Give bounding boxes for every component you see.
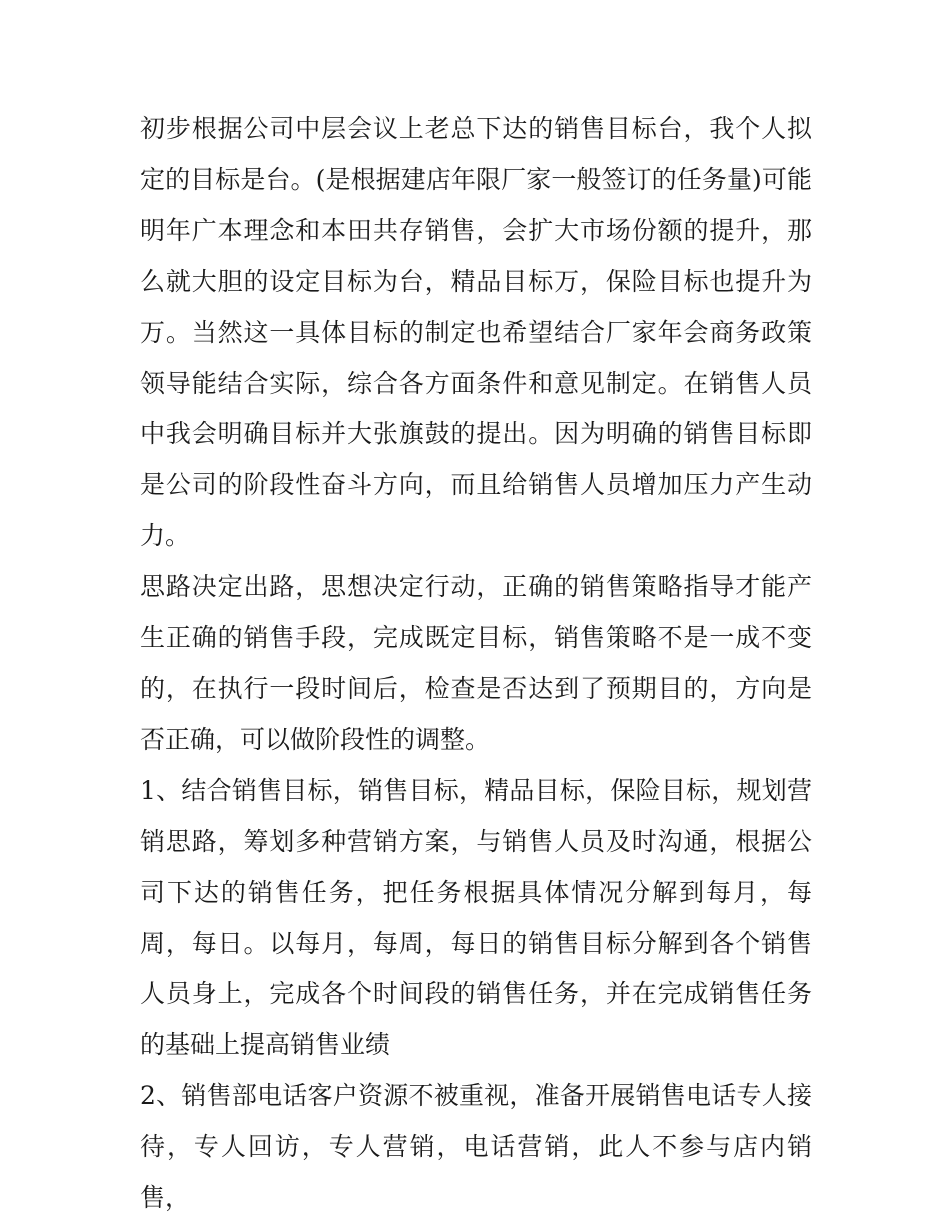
paragraph-item-1: 1、结合销售目标，销售目标，精品目标，保险目标，规划营销思路，筹划多种营销方案，与销售人员及时沟通，根据公司下达的销售任务，把任务根据具体情况分解到每月，每周，每日。以每月，每周，每日的销售目标分解到各个销售人员身上，完成各个时间段的销售任务，并在完成销售任务的基础上提高销售业绩 — [140, 775, 812, 1060]
document-body — [140, 104, 812, 1224]
paragraph-sales-target: 初步根据公司中层会议上老总下达的销售目标台，我个人拟定的目标是台。(是根据建店年限厂家一般签订的任务量)可能明年广本理念和本田共存销售，会扩大市场份额的提升，那么就大胆的设定目标为台，精品目标万，保险目标也提升为万。当然这一具体目标的制定也希望结合厂家年会商务政策领导能结合实际，综合各方面条件和意见制定。在销售人员中我会明确目标并大张旗鼓的提出。因为明确的销售目标即是公司的阶段性奋斗方向，而且给销售人员增加压力产生动力。 — [140, 114, 812, 551]
paragraph-sales-strategy: 思路决定出路，思想决定行动，正确的销售策略指导才能产生正确的销售手段，完成既定目标，销售策略不是一成不变的，在执行一段时间后，检查是否达到了预期目的，方向是否正确，可以做阶段性的调整。 — [140, 572, 812, 754]
paragraph-item-2: 2、销售部电话客户资源不被重视，准备开展销售电话专人接待，专人回访，专人营销，电话营销，此人不参与店内销售， — [140, 1081, 812, 1213]
